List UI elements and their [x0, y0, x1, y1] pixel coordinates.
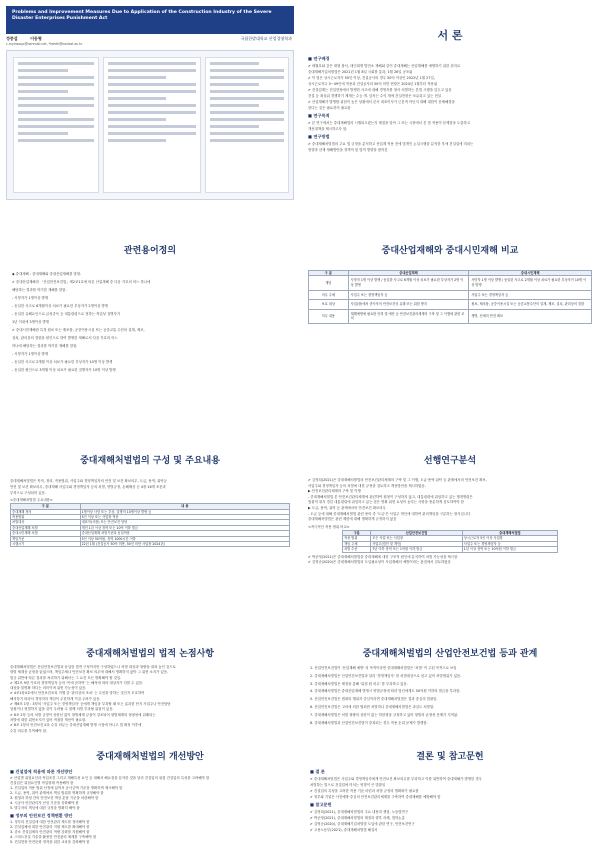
intro-line: ✔ 이 법은 상시근로자가 50인 이상, 건설공사의 경우 50억 이상인 2022년 1월 27일,: [308, 76, 435, 80]
improvement-line: 4. 시공사 안전관리자 선임 기준을 강화해야 함: [10, 801, 79, 805]
legal-issue-line: 형벌 체계상 균형을 잃었으며, 책임주체나 안전보건 확보 의무에 대해서 명확하지 않아 그 위헌 소지가 있음.: [10, 670, 169, 675]
conclusion-body: [300, 766, 600, 848]
table-header-cell: 중대산업재해: [348, 271, 469, 276]
structure-intro-line: 안전 및 보건 확보의무, 중대재해 사업주와 경영책임자 등의 처벌, 양벌규정, 손해배상 등 4장 16개 조문과: [10, 485, 166, 489]
table-cell: 처벌대상: [11, 520, 81, 525]
title-panel: [0, 0, 300, 212]
legal-issue-line: 처벌에 대한 위헌소지가 있어 적절한 개선이 필요함.: [10, 717, 87, 722]
related-term-line: ◆ 중대재해 : 중대재해와 중대산업재해를 말함.: [12, 272, 82, 276]
table-header-cell: 산업안전보건법: [371, 530, 463, 535]
relation-line: 3. 중대재해처벌법은 제정을 통해 '위험 원 의무' 를 부과하고 있음.: [310, 681, 408, 686]
poster-column-2: [103, 57, 201, 193]
related-term-line: - 사망자가 1명이상 발생: [12, 296, 49, 300]
relation-line: 6. 산업안전보건법은 고의에 의한 범죄만 처벌하나 중대재해처벌법은 과실도 처벌함.: [310, 704, 435, 709]
table-cell: 중대산업재해 처벌기준과 동일적용: [80, 531, 289, 536]
table-cell: 적용 범위: [343, 536, 371, 541]
conclusion-section-2: ■ 참고문헌: [310, 802, 332, 807]
relation-body: [300, 664, 600, 742]
prior-table-title: <적극적인 적용 범위 비교>: [308, 524, 350, 529]
prior-research-panel: [300, 424, 600, 636]
conclusion-title: 결론 및 참고문헌: [300, 742, 600, 764]
conclusion-line: 처벌하는 법으로 건설업에 미치는 영향이 큰 법률임: [310, 783, 386, 787]
intro-line: 건설 등 최상위 경쟁하기 제재는 수능 개. 앞서는 수익 개에 건설현장은 보유되고 있는 현실: [308, 94, 441, 98]
prior-table-row: [343, 547, 558, 552]
table-cell: 상시근로자 5인 이상 사업장: [462, 536, 557, 541]
table-header-cell: 중대시민재해: [469, 271, 592, 276]
reference-line: ✔ 김영준(2020), 중대재해기업처벌법 도입에 관한 연구, 안전보건연구: [310, 822, 415, 826]
improvement-line: 1. 정부의 건설업에 대한 안전관리 제도를 정비해야 함: [10, 820, 90, 824]
relation-line: 5. 산업안전보건법은 범죄의 행위자 중심이라면 중대재해처벌법은 결과 중심의 법률임.: [310, 697, 438, 702]
table-cell: 개인 1년 이상 징역 또는 10억 이하 벌금: [80, 525, 289, 530]
legal-issue-line: 수강 의무를 부여해야 함.: [10, 728, 48, 733]
reference-line: ✔ 고용노동부(2021), 중대재해처벌법 해설서: [310, 828, 378, 832]
table-cell: 적용범위: [11, 515, 81, 520]
table-cell: 사업주 또는 경영책임자 등: [462, 541, 557, 546]
intro-line: ✔ 건설업계는 건설현장에서 발생한 사고에 대해 경영자를 형사 처벌하는 본법 시행을 앞두고 있음: [308, 88, 452, 92]
prior-research-line: ▶ 도급, 용역, 위탁 등 관계에서의 안전보건 확보의무: [308, 505, 386, 510]
poster-column-3: [205, 57, 289, 193]
table-cell: 중대산업재해 처벌: [11, 525, 81, 530]
table-header-cell: 구 분: [11, 504, 81, 509]
table-cell: 책임 주체: [343, 541, 371, 546]
related-terms-title: 관련용어정의: [0, 212, 300, 262]
comparison-body: [300, 268, 600, 424]
table-cell: 사업주 또는 경영책임자 등: [348, 290, 469, 300]
conclusion-line: ✔ 정부와 기업은 사전예방 중심의 안전보건관리체계를 구축하여 중대재해를 예방해야 함: [310, 795, 441, 799]
related-term-line: - 동일한 유해요인으로 급성중독 등 대통령령으로 정하는 직업성 질병자가: [12, 312, 121, 316]
prior-research-line: 중대재해처벌법은 관련 제한에 대해 명확하게 규정하지 않음: [308, 517, 397, 522]
legal-issue-line: ✔ 8조 1항의 안전보건교육 수강 의무는 중대산업재해 발생 시점에 아니고 법 확정 이후에: [10, 723, 142, 728]
related-terms-body: [0, 268, 300, 424]
table-cell: 개념: [309, 276, 349, 290]
comparison-table: [308, 270, 592, 324]
structure-panel: [0, 424, 300, 636]
table-cell: 22년 1월 (건설공사 50억 미만, 50인 미만 사업장 2024년): [80, 542, 289, 547]
legal-issues-title: 중대재해처벌법의 법적 논점사항: [0, 636, 300, 662]
poster-column-1: [13, 57, 99, 193]
comparison-row: [309, 309, 592, 323]
improvement-line: 3. 중소 건설업체의 안전관리 역량 강화를 지원해야 함: [10, 830, 90, 834]
table-header-cell: 구분: [343, 530, 371, 535]
legal-issue-line: 임원이나 형벌하지 않을 것이 우려될 수 함께 처벌 부과될 위험이 있음.: [10, 707, 114, 712]
comparison-panel: [300, 212, 600, 424]
conclusion-line: ✔ 건설업의 특성을 고려한 적용 기준 마련과 처벌 규정의 명확화가 필요함: [310, 789, 419, 793]
intro-line: 개선대책을 제시하고자 함.: [308, 127, 348, 131]
improvement-panel: [0, 742, 300, 848]
table-cell: 모든 사업 또는 사업장: [371, 536, 463, 541]
conclusion-panel: [300, 742, 600, 848]
table-cell: 재해예방에 필요한 인력 및 예산 등 안전보건관리체계의 구축 및 그 이행에 관한 조치: [348, 309, 469, 323]
table-cell: 의무 주체: [309, 290, 349, 300]
legal-issue-line: ✔ 4조1항4호에서 안전보건조치 이행 중 '관리상의 조치' 는 무엇을 말하는 것인지 모호하여: [10, 691, 145, 696]
legal-issues-panel: [0, 636, 300, 742]
relation-line: 2. 중대재해처벌법은 산업안전보건법과 달리 '경영책임자' 를 처벌대상으로 삼고 있어 처벌범위가 넓음.: [310, 673, 462, 678]
prior-research-line: 사업주와 경영책임자 등의 처벌에 대한 규정을 검토하고 개선방안을 제시하였음.: [308, 483, 426, 488]
table-cell: 사업주(법인 및 개인): [371, 541, 463, 546]
table-cell: 중대재해 정의: [11, 509, 81, 514]
reference-line: ✔ 박준영(2021), 중대재해처벌법의 제정과 향후 과제, 법학논총: [310, 816, 405, 820]
intro-line: ✔ 세월호와 같은 대형 참사, 대인희생 발전소 재해와 같이 중대재해는 산업재해를 예방하기 위한 취지로: [308, 64, 461, 68]
author-2: 이동형: [30, 36, 42, 41]
comparison-row: [309, 276, 592, 290]
legal-issue-line: 해석하기 따라서 경영자의 책임이 무한하게 커질 우려가 있음.: [10, 696, 101, 701]
related-terms-panel: [0, 212, 300, 424]
comparison-title: 중대산업재해와 중대시민재해 비교: [300, 212, 600, 262]
relation-line: 8. 중대재해처벌법과 산업안전보건법이 중복되는 경우 적용 순위 문제가 발생함.: [310, 720, 428, 725]
intro-line: 중대재해기업처벌법은 2021년 1월 8일 국회를 통과, 1월 26일 공포됨: [308, 70, 413, 74]
table-cell: 7년 이하 징역 또는 1억원 이하 벌금: [371, 547, 463, 552]
improvement-section-1: ■ 건설업에 적용에 따른 개선방안: [10, 769, 73, 774]
improvement-line: 5. 발주자의 책임에 대한 규정을 명확히 해야 함: [10, 806, 80, 810]
intro-panel: [300, 0, 600, 212]
intro-line: ✔ 산업재해가 발생할 위험이 높은 상황에서 본사 대표이사가 근본적 아닌지 대해 대한이 문제해결을: [308, 100, 455, 104]
reference-line: ✔ 김영희(2021), 중대재해처벌법의 주요 내용과 쟁점, 노동법연구: [310, 810, 409, 814]
prior-research-body: [300, 476, 600, 636]
emails: c.myinsoup@hanmail.net, *leedh@hanbat.ac.kr: [6, 42, 83, 46]
prior-research-line: - 중대재해처벌법 본 안전보건관리체계에 관련하여 원청이 구성하지 않고, 대통령령에 위임하고 있는 행정명령은: [308, 494, 473, 499]
related-term-line: 해당하는 결과를 야기한 재해를 말함.: [12, 288, 67, 292]
institute: 국립한밭대학교 산업경영학과: [240, 36, 292, 41]
table-cell: 시행시기: [11, 542, 81, 547]
improvement-title: 중대재해처벌법의 개선방안: [0, 742, 300, 764]
related-term-line: - 사망자가 1명이상 발생: [12, 352, 49, 356]
improvement-line: 2. 도급, 용역, 위탁 관계에서 책임 범위를 명확하게 규정해야 함: [10, 791, 104, 795]
comparison-row: [309, 300, 592, 310]
related-term-line: ✔ 중대산업재해라 「산업안전보건법」제2조1호에 따른 산업재해 중 다음 각호의 어느 하나에: [12, 280, 151, 284]
table-cell: 생명, 신체의 안전 확보: [469, 309, 592, 323]
table-cell: 5인 이상 또는 사업장 적용: [80, 515, 289, 520]
improvement-line: 2. 건설업체에 대한 안전관리 지원 제도를 확대해야 함: [10, 825, 90, 829]
legal-issue-line: ✔ 제2조 9항 가호의 경영책임자 등의 '이에 준하여' 는 해석에 따라 대상자가 다를 수 있음.: [10, 680, 144, 685]
prior-extra-line: ✔ 박준영(2021)은 중대재해처벌법을 중대재해에 대한 구조적 원인에 분석하여 처벌 가능성을 제시함: [308, 554, 458, 559]
improvement-line: 5. 건설현장 안전문화 정착을 위한 교육을 강화해야 함: [10, 840, 90, 844]
related-term-line: 설치, 관리상의 결함을 원인으로 하여 발생한 재해로서 다음 각호의 어느: [12, 336, 118, 340]
intro-background-heading: ■ 연구배경: [308, 56, 330, 61]
table-cell: 사망자 1명 이상 발생 / 동일한 사고로 6개월 이상 치료가 필요한 부상자가 2명 이상 발생: [348, 276, 469, 290]
authors: [6, 36, 294, 48]
prior-table: [342, 530, 558, 553]
improvement-line: 3. 원청과 하청 간의 안전보건 책임 분담 기준을 마련해야 함: [10, 796, 99, 800]
improvement-line: 4. 스마트건설 기술을 활용한 안전관리 체계를 구축해야 함: [10, 835, 97, 839]
related-term-line: - 동일한 사고로 2개월 이상 치료가 필요한 부상자가 10명 이상 발생: [12, 360, 113, 364]
intro-title: 서 론: [300, 0, 600, 50]
table-cell: 5인 이상 50억원, 징역 1000시간 이하: [80, 536, 289, 541]
intro-purpose-heading: ■ 연구목적: [308, 113, 330, 118]
prior-extra-line: ✔ 김영준(2020)은 중대재해처벌법의 도입필요성이 사업재해의 예방이라는 관점에서 검토하였음: [308, 560, 451, 565]
table-header-cell: 중대재해처벌법: [462, 530, 557, 535]
improvement-line: 건설업은 위험요인별 작업형태 적용해야 함: [10, 781, 74, 785]
table-cell: 사업주 또는 경영책임자 등: [469, 290, 592, 300]
improvement-line: ✔ 산업별 위험요인과 작업조건 그리고 재해특성 요인 등 대해서 해요점을 분석한 것을 달리 건설업의 위험 건설업의 특성을 고려해야 함: [10, 776, 210, 780]
poster-thumbnail: [6, 50, 294, 200]
intro-line: 상시근로자수 5~49인에 적용과 건설공사의 50억 미만 현장은 2024년 1월부터 적용됨: [308, 82, 438, 86]
structure-table-title: <중대재해처벌법 주요내용>: [10, 498, 53, 502]
structure-intro-line: 부칙으로 구성되어 있음.: [10, 491, 46, 495]
intro-line: 영향과 산재 재해방안을 정책적 및 법적 방향을 찾아감: [308, 148, 388, 152]
structure-row: [11, 542, 290, 547]
related-term-line: - 동일한 원인으로 3개월 이상 치료가 필요한 질병자가 10명 이상 발생: [12, 368, 116, 372]
table-cell: 대표자(사장) 또는 안전보건 담당: [80, 520, 289, 525]
prior-research-line: - 도급 등에 대해 중대재해처벌법 관련 용어 중 '도급'은 사업주 개인에 대하여 관리책임을 구분하는 형식입니다: [308, 511, 471, 516]
table-cell: 사망자 1명 이상 발생 / 동일한 사고로 2개월 이상 치료가 필요한 부상자가 10명 이상 발생: [469, 276, 592, 290]
prior-research-line: ✔ 김영희(2021)은 중대재해처벌법의 안전보건관리체계의 구축 및 그 이행, 도급·용역·위탁 등 관계에서의 안전보건 확보,: [308, 478, 487, 482]
relation-line: 7. 중대재해처벌법은 처벌 형량의 상한이 없는 하한형을 규정하고 있어 형벌의 균형성 문제가 지적됨.: [310, 712, 459, 717]
conclusion-line: ✔ 중대재해처벌법은 사업주와 경영책임자에게 안전보건 확보의무를 부과하고 이를 위반하여 중대재해가 발생한 경우: [310, 777, 482, 781]
structure-table: [10, 503, 290, 547]
structure-body: [0, 476, 300, 636]
table-cell: 사업(장)에서 종사자의 안전보건상 유해 또는 위험 방지: [348, 300, 469, 310]
intro-body: [300, 52, 600, 212]
author-1: 정중섭: [6, 36, 18, 41]
relation-title: 중대재해처벌법의 산업안전보건법 등과 관계: [300, 636, 600, 662]
intro-line: 한다는 것은 필요하지 필요함: [308, 106, 351, 110]
table-header-cell: 구 분: [309, 271, 349, 276]
table-cell: 보호 대상: [309, 300, 349, 310]
improvement-line: 1. 건설업의 적용 범위 산정에 있어서 공사금액 기준을 명확하게 제시해야 함: [10, 786, 123, 790]
comparison-row: [309, 290, 592, 300]
prior-research-line: 법률적 취지 경감 대통령령에 위임하고 있는 점은 명확 위헌 요성이 높다는 사항을 충분하게 검토하여야 함: [308, 500, 464, 505]
table-cell: 원료, 제조품, 공중이용시설 또는 공중교통수단의 설계, 제조, 설치, 관리상의 결함: [469, 300, 592, 310]
related-term-line: ✔ 중대시민재해란 특정 원료 또는 제조품, 공중이용시설 또는 공중교통 수단의 설계, 제조,: [12, 328, 145, 332]
legal-issue-line: 법규 위반에 따른 결과를 처리하기 위해서는 그 요건 모든 명확해야 할 것임.: [10, 675, 122, 680]
relation-line: 1. 산업안전보건법이 '산업재해 예방' 의 목적이라면 중대재해처벌법은 '처벌' 이 주된 목적으로 보임: [310, 666, 457, 670]
intro-line: ✔ 중대재해처벌법의 주요 법 규정을 분석하고 산업계 적용 전에 법개인 논설시행을 분석한 후에 건설업에 미치는: [308, 142, 474, 146]
table-cell: 의무 내용: [309, 309, 349, 323]
intro-line: ✔ 본 연구에서는 중대재해법의 시행되시켰는지 제점을 알아 그 또는 시장에서 본 법 적용이 문제점을 도출하고: [308, 121, 471, 125]
legal-issue-line: ✔ 6조 2항 등의 처벌 규정이 상한선 없이 형벌체계 규율이 강조되어 형벌체계의 형평성에 위배되는: [10, 712, 156, 717]
table-cell: 1명이상 사망 또는 부상, 질병의 10명이상 발생 등: [80, 509, 289, 514]
title-bar: [6, 6, 294, 34]
legal-issues-body: [0, 664, 300, 742]
english-title: Problems and Improvement Measures Due to Application of the Construction Industry of the Severe Disaster Enterprises Punishment Act: [12, 10, 272, 21]
legal-issue-line: ✔ 제6조 1항 : 3항의 '사업주 또는 경영책임자' 등에게 책임을 부과할 때 또는 효과한 단지 사업주나 안전담당: [10, 702, 171, 707]
table-cell: 책임기준: [11, 536, 81, 541]
related-term-line: 하나에 해당하는 결과를 야기한 재해를 말함.: [12, 344, 78, 348]
intro-method-heading: ■ 연구방법: [308, 134, 330, 139]
prior-research-title: 선행연구분석: [300, 424, 600, 472]
prior-research-line: ▶ 안전보건관리체계의 구축 및 이행: [308, 489, 361, 494]
relation-line: 4. 중대재해처벌법은 중대산업재해 발생시 양벌규정에 따라 법인에게도 50억원 이하의 벌금을 부과함.: [310, 689, 461, 694]
improvement-body: [0, 766, 300, 848]
legal-issue-line: 중대재해처벌법은 산업안전보건법과 동일한 법적 구성이지만 구성하였으나 처벌 대상과 형량을 대폭 높인 것으로: [10, 665, 176, 669]
related-term-line: - 동일한 사고로 6개월이상 치료가 필요한 부상자가 2명이상 발생: [12, 304, 109, 308]
structure-intro-line: 중대재해처벌법은 목적, 정의, 적용범위, 사업주와 경영책임자의 안전 및 보건 확보의무, 도급, 용역, 위탁등: [10, 479, 167, 483]
table-header-cell: 내 용: [80, 504, 289, 509]
relation-panel: [300, 636, 600, 742]
table-cell: 처벌 수준: [343, 547, 371, 552]
table-cell: 중대시민재해 처벌: [11, 531, 81, 536]
conclusion-section-1: ■ 결 론: [310, 769, 325, 774]
table-cell: 1년 이상 징역 또는 10억원 이하 벌금: [462, 547, 557, 552]
structure-title: 중대재해처벌법의 구성 및 주요내용: [0, 424, 300, 472]
legal-issue-line: 대상을 불명확 하다는 의미이며 위헌 가능성이 있음.: [10, 686, 87, 691]
related-term-line: 1년 이내에 3명이상 발생: [12, 320, 50, 324]
improvement-section-2: ■ 정부의 안전보건 정책변환 방안: [10, 813, 73, 818]
